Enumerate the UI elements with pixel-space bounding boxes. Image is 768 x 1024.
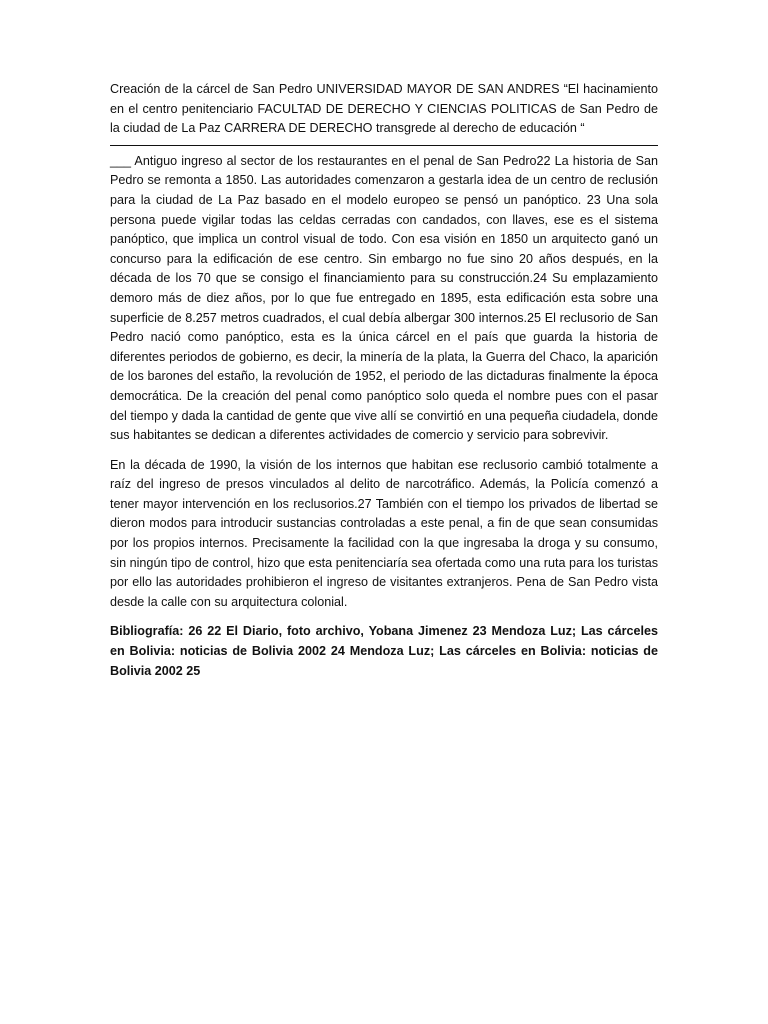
horizontal-rule — [110, 139, 658, 146]
bibliography: Bibliografía: 26 22 El Diario, foto archivo, Yobana Jimenez 23 Mendoza Luz; Las cárceles en Bolivia: noticias de Bolivia 2002 24 Mendoza Luz; Las cárceles en Bolivia: noticias de Bolivia 2002 25 — [110, 624, 658, 678]
paragraph-2: En la década de 1990, la visión de los internos que habitan ese reclusorio cambió totalmente a raíz del ingreso de presos vinculados al delito de narcotráfico. Además, la Policía comenzó a tener mayor intervención en los reclusorios.27 También con el tiempo los privados de libertad se dieron modos para introducir sustancias controladas a este penal, a fin de que sean consumidas por los propios internos. Precisamente la facilidad con la que ingresaba la droga y su consumo, sin ningún tipo de control, hizo que esta penitenciaría sea ofertada como una ruta para los turistas por ello las autoridades prohibieron el ingreso de visitantes extranjeros. Pena de San Pedro vista desde la calle con su arquitectura colonial. — [110, 457, 658, 609]
paragraph-1 — [110, 80, 658, 446]
paragraph-1-body: ___ Antiguo ingreso al sector de los restaurantes en el penal de San Pedro22 La historia de San Pedro se remonta a 1850. Las autoridades comenzaron a gestarla idea de un centro de reclusión para la ciudad de La Paz basado en el modelo europeo se pensó un panóptico. 23 Una sola persona puede vigilar todas las celdas cerradas con candados, con llaves, ese es el sistema panóptico, que implica un control visual de todo. Con esa visión en 1850 un arquitecto ganó un concurso para la edificación de ese centro. Sin embargo no fue sino 20 años después, en la década de los 70 que se consigo el financiamiento para su construcción.24 Su emplazamiento demoro más de diez años, por lo que fue entregado en 1895, esta edificación esta sobre una superficie de 8.257 metros cuadrados, el cual debía albergar 300 internos.25 El reclusorio de San Pedro nació como panóptico, esta es la única cárcel en el país que guarda la historia de diferentes periodos de gobierno, es decir, la minería de la plata, la Guerra del Chaco, la aparición de los barones del estaño, la revolución de 1952, el periodo de las dictaduras finalmente la época democrática. De la creación del penal como panóptico solo queda el nombre pues con el pasar del tiempo y dada la cantidad de gente que vive allí se convirtió en una pequeña ciudadela, donde sus habitantes se dedican a diferentes actividades de comercio y servicio para sobrevivir. — [110, 153, 658, 443]
document-page — [110, 80, 658, 681]
paragraph-1-intro: Creación de la cárcel de San Pedro UNIVERSIDAD MAYOR DE SAN ANDRES “El hacinamiento en el centro penitenciario FACULTAD DE DERECHO Y CIENCIAS POLITICAS de San Pedro de la ciudad de La Paz CARRERA DE DERECHO transgrede al derecho de educación “ — [110, 82, 658, 136]
